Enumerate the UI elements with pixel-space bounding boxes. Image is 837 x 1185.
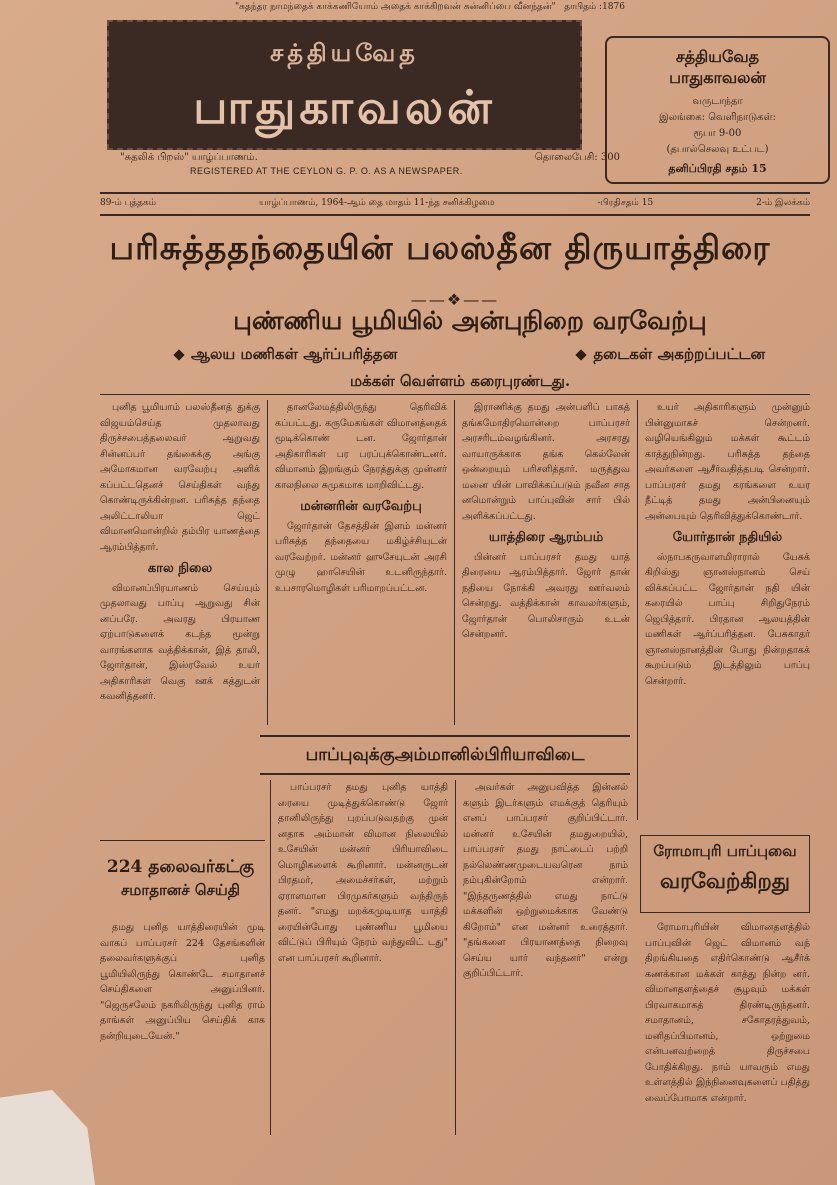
main-headline: பரிசுத்ததந்தையின் பலஸ்தீன திருயாத்திரை	[109, 228, 771, 267]
ornament-divider: ——❖——	[410, 290, 500, 309]
column-4-text-c: ரோமாபுரியின் விமானதளத்தில் பாப்புவின் ஜெட் விமானம் வந் திறங்கியதை எதிர்கொண்டு ஆசீர்க் கணக்கான மக்கள் காத்து நின்ற னர். விமானதளத்தைச் சூழவும் மக்கள் பிரவாகமாகத் திரண்டிருந்தனர். சமாதானம், சகோதரத்துவம், மனிதப்பிமானம், ஒற்றுமை என்பனவற்றைத் திருச்சபை போதிக்கிறது. நாம் யாவரும் எமது உள்ளத்தில் இந்நினைவுகளைப் பதித்து வைப்போமாக என்றார்.	[645, 922, 810, 1104]
column-2	[275, 400, 447, 725]
peace-message-box	[98, 855, 263, 915]
dateline-rule	[100, 214, 810, 216]
section-king-welcome: மன்னரின் வரவேற்பு	[300, 499, 422, 514]
volume-number: 89-ம் புத்தகம்	[100, 198, 157, 208]
section-jordan-river: யோர்தான் நதியில்	[672, 530, 783, 545]
top-rule	[100, 192, 810, 194]
column-1-text-a: புனித பூமியாம் பலஸ்தீனத் துக்கு விஜயம்செய்த முதலாவது திருச்சபைத்தலைவர் ஆறுவது சின்னப்பர் தங்கைக்கு அங்கு அமோகமான வரவேற்பு அளிக் கப்பட்டதெனச் செய்திகள் வந்து கொண்டிருக்கின்றன. பரிசுத்த தந்தை அலிட்டாலியா ஜெட் விமானமொன்றில் தம்பிர யாணத்தை ஆரம்பித்தார்.	[100, 402, 260, 553]
column-1-text-c: தமது புனித யாத்திரையின் முடி வாகப் பாப்பரசர் 224 தேசங்களின் தலைவர்களுக்குப் புனித பூமியிலிருந்து கொண்டே சமாதானச் செய்திகளை அனுப்பினர். "ஜெருசலேம் நகரிலிருந்து புனித ராம் தாங்கள் அனுப்பிய செய்திக் காக நன்றியுடையேன்."	[100, 922, 265, 1042]
bullet-left	[175, 345, 397, 365]
diamond-icon	[576, 349, 587, 360]
sidebox-regions: இலங்கை: வெளிநாடுகள்:	[659, 112, 776, 123]
column-1-text-b: விமானப்பிரயாணம் செய்யும் முதலாவது பாப்பு ஆறுவது சின் னப்பரே. அவரது பிரயாண ஏற்பாடுகளைக் கடந்த மூன்று வாரங்களாக வத்திக்கான், இத் தாலி, ஜோர்தான், இஸ்ரவேல் உயர் அதிகாரிகள் வெகு ஊக் கத்துடன் கவனித்தனர்.	[100, 582, 260, 702]
sidebox-yearly: வருடாந்தா	[692, 96, 743, 107]
column-3-text-b: பின்னர் பாப்பரசர் தமது யாத் திரையை ஆரம்பித்தார். ஜோர் தான் நதியை நோக்கி அவரது ஊர்வலம் சென்றது. வத்திக்கான் காவலர்களும், ஜோர்தான் பொலிசாரும் உடன் சென்றனர்.	[462, 551, 630, 640]
bullet-left-text: ஆலய மணிகள் ஆர்ப்பரித்தன	[191, 345, 398, 363]
column-divider	[454, 400, 455, 725]
column-divider	[455, 780, 456, 1135]
sidebox-single-price: தனிப்பிரதி சதம் 15	[668, 162, 767, 175]
masthead-logo	[107, 20, 582, 150]
column-3	[462, 400, 630, 725]
tagline-text: "சுதந்தர நாமந்தைக் காக்கணியோம் அதைக் காக்கிறவன் சுன்னிப்பை வீனந்தன்"	[235, 2, 556, 12]
section-pilgrimage-start: யாத்திரை ஆரம்பம்	[488, 530, 604, 545]
subscription-box	[605, 36, 830, 184]
press-row	[120, 152, 620, 164]
column-2-text-b: ஜோர்தான் தேசத்தின் இளம் மன்னர் பரிசுத்த தந்தையை மகிழ்ச்சியுடன் வரவேற்றர். மன்னர் ஹுசேயுடன் அரசி முழு ஹாசெயின் உடனிருந்தார். உபசாரமொழிகள் பரிமாறப்பட்டன.	[275, 520, 447, 594]
bullet-row	[175, 345, 765, 365]
issue-date: யாழ்ப்பாணம், 1964-ஆம் தை மாதம் 11-ந்த சனிக்கிழமை	[258, 198, 495, 208]
column-divider	[637, 400, 638, 820]
rome-welcome-box	[640, 835, 810, 913]
press-name: "சுதலிக் பிறஸ்" யாழ்ப்பாணம்.	[120, 152, 258, 163]
sidebox-line1: சத்தியவேத	[675, 47, 760, 66]
peace-message-title-a: 224 தலைவர்கட்கு	[106, 857, 255, 877]
column-4-bottom	[645, 920, 810, 1135]
column-1	[100, 400, 260, 840]
issue-price: -பிரதிசதம் 15	[597, 198, 654, 208]
column-divider	[270, 780, 271, 1135]
established-year: தாபிதம் :1876	[564, 2, 625, 12]
column-4	[645, 400, 810, 820]
dateline	[100, 198, 810, 209]
column-4-text-b: ஸ்நாபகருவாளமிராரால் யேசுக் கிறிஸ்து ஞானஸ்நானம் செய் விக்கப்பட்ட ஜோர்தான் நதி யின் கரையில் பாப்பு சிறிதுநேரம் ஜெபித்தார். பிரதான ஆலயத்தின் மணிகள் ஆர்ப்பரித்தன. பேசுகாதர் ஞானஸ்நானத்தின் போது நின்றதாகக் கூறப்படும் இடத்திலும் பாப்பு சென்றார்.	[645, 551, 810, 687]
column-2-text-a: தானலேமத்திலிருந்து தெரிவிக் கப்பட்டது. கருமேகங்கள் விமானத்தைக் மூடிக்கொண் டன. ஜோர்தான் அதிகாரிகள் பர பரப்புக்கொண்டனர். விமானம் இறங்கும் நேரத்துக்கு முன்னர் காலநிலை சுமுகமாக மாறிவிட்டது.	[275, 402, 447, 491]
diamond-icon	[173, 349, 184, 360]
peace-message-title-b: சமாதானச் செய்தி	[120, 881, 241, 899]
column-3-bottom	[463, 780, 628, 1135]
column-4-text-a: உயர் அதிகாரிகளும் முன்னும் பின்னுமாகச் சென்றனர். வழியெங்கிலும் மக்கள் கூட்டம் காத்துநின்றது. பரிசுத்த தந்தை அவர்களை ஆசீர்வதித்தபடி சென்றார். பாப்பரசர் தமது கரங்களை உயர நீட்டித் தமது அன்பினையும் அன்பையும் தெரிவித்துக்கொண்டார்.	[645, 402, 810, 522]
masthead-title: பாதுகாவலன்	[193, 80, 496, 134]
column-3-text-a: இராணிக்கு தமது அன்பளிப் பாகத் தங்கமோதிரமொன்றை பாப்பரசர் அரசரிடம்வழங்கினர். அரசரது வாயாருக்காக தங்க கெல்லேன் ஒன்றையும் பரிசளித்தார். மருத்துவ மனை யின் பாவிக்கப்படும் நவீன சாத னமொன்றும் பாப்புவின் சார் பில் அளிக்கப்பட்டது.	[462, 402, 630, 522]
issue-number: 2-ம் இலக்கம்	[756, 198, 810, 208]
rome-title-a: ரோமாபுரி பாப்புவை	[653, 842, 797, 860]
sidebox-line2: பாதுகாவலன்	[669, 68, 766, 87]
sub-headline: புண்ணிய பூமியில் அன்புநிறை வரவேற்பு	[233, 306, 707, 335]
rome-title-b: வரவேற்கிறது	[660, 868, 790, 893]
sidebox-postage: (தபால்செலவு உட்பட)	[666, 144, 769, 155]
section-weather: கால நிலை	[147, 561, 213, 576]
bullet-center: மக்கள் வெள்ளம் கரைபுரண்டது.	[349, 372, 571, 390]
column-3-text-c: அவர்கள் அனுபவித்த இன்னல் களும் இடர்களும் எமக்குத் தெரியும் எனப் பாப்பரசர் குறிப்பிட்டார். மன்னர் உசேயின் தமதுறையில், பாப்பரசர் தமது நாட்டைப் பற்றி நல்லெண்ணமுடையவரென நாம் நம்புகின்றோம் என்றார். "இந்தருணத்தில் எமது நாட்டு மக்களின் ஒற்றுமைக்காக வேண்டு கிறோம்" என மன்னர் உரைத்தார். "தங்களை பிரயாணத்தை நிறைவு செய்ய யார் வந்தனர்" என்று குறிப்பிட்டார்.	[463, 782, 628, 979]
masthead-top-word: சத்தியவேத	[270, 38, 419, 67]
masthead-tagline	[120, 2, 740, 13]
headline-rule	[100, 394, 810, 395]
box-rule	[100, 840, 265, 841]
column-divider	[267, 400, 268, 725]
torn-corner	[0, 1090, 95, 1185]
registration-note: REGISTERED AT THE CEYLON G. P. O. AS A NEWSPAPER.	[190, 166, 463, 176]
column-2-bottom	[278, 780, 448, 1135]
bullet-right	[577, 345, 765, 365]
bullet-right-text: தடைகள் அகற்றப்பட்டன	[593, 345, 765, 363]
phone-number: தொலைபேசி: 300	[534, 152, 620, 163]
sidebox-price: ரூபா 9-00	[693, 128, 742, 139]
column-2-text-c: பாப்பரசர் தமது புனித யாத்தி ரையை முடித்துக்கொண்டு ஜோர் தானிலிருந்து புறப்படுவதற்கு முன் னதாக அம்மான் விமான நிலையில் உசேயின் மன்னர் பிரியாவிடை மொழிகளைக் கூறினார். மன்னருடன் பிரதமர், அமைச்சர்கள், மற்றும் ஏராளமான பிரமுகர்களும் வந்திருந் தனர். "எமது மறக்கமுடியாத யாத்தி ரையின்போது புண்ணிய பூமியை விட்டுப் பிரியும் நேரம் வந்துவிட் டது" என பாப்பரசர் கூறினார்.	[278, 782, 448, 964]
column-1-bottom	[100, 920, 265, 1135]
amman-farewell-banner: பாப்புவுக்குஅம்மானில்பிரியாவிடை	[260, 735, 630, 775]
